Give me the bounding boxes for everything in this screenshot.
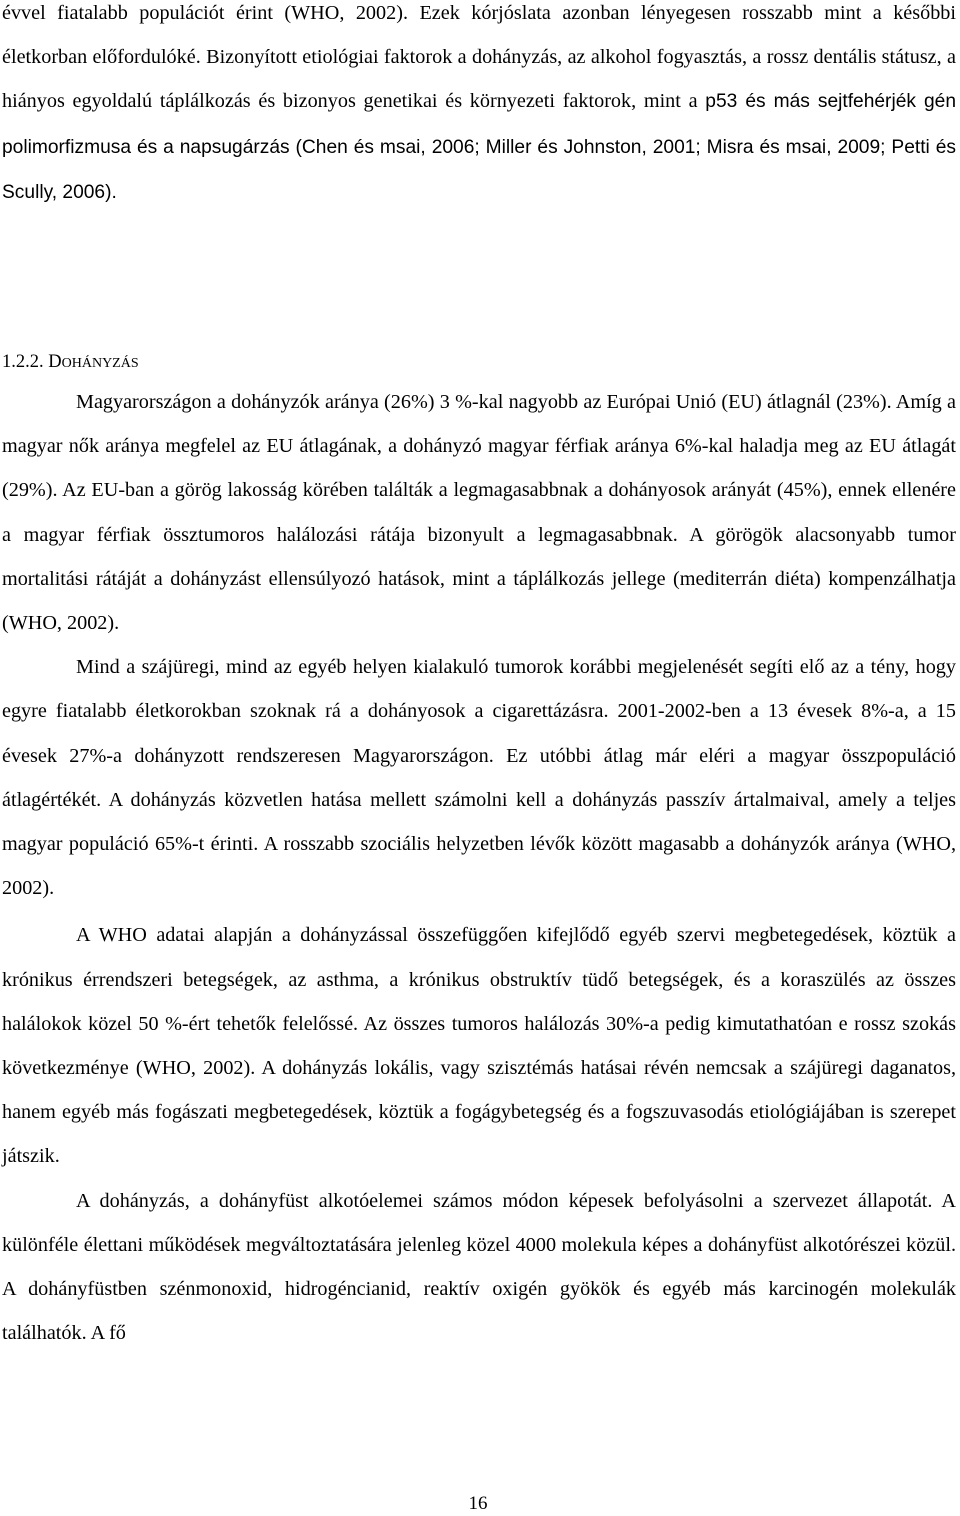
intro-sans-text: p53 és más sejtfehérjék gén polimorfizmusa és a napsugárzás (Chen és msai, 2006; Miller és Johnston, 2001; Misra és msai, 2009; Petti és Scully, 2006). (2, 91, 956, 203)
section-body (2, 380, 956, 1355)
body-paragraph-3: A WHO adatai alapján a dohányzással összefüggően kifejlődő egyéb szervi megbetegedések, köztük a krónikus érrendszeri betegségek, az asthma, a krónikus obstruktív tüdő betegségek, és a koraszülés az összes halálokok közel 50 %-ért tehetők felelőssé. Az összes tumoros halálozás 30%-a pedig kimutathatóan e rossz szokás következménye (WHO, 2002). A dohányzás lokális, vagy szisztémás hatásai révén nemcsak a szájüregi daganatos, hanem egyéb más fogászati megbetegedések, köztük a fogágybetegség és a fogszuvasodás etiológiájában is szerepet játszik. (2, 924, 956, 1168)
page-number: 16 (468, 1493, 488, 1514)
body-paragraph-1: Magyarországon a dohányzók aránya (26%) 3 %-kal nagyobb az Európai Unió (EU) átlagnál (23%). Amíg a magyar nők aránya megfelel az EU átlagának, a dohányzó magyar férfiak aránya 6%-kal haladja meg az EU átlagát (29%). Az EU-ban a görög lakosság körében találták a legmagasabbnak a dohányosok arányát (45%), ennek ellenére a magyar férfiak össztumoros halálozási rátája bizonyult a legmagasabbnak. A görögök alacsonyabb tumor mortalitási rátáját a dohányzást ellensúlyozó hatások, mint a táplálkozás jellege (mediterrán diéta) kompenzálhatja (WHO, 2002). (2, 391, 956, 635)
section-heading (2, 348, 139, 378)
intro-serif-text: évvel fiatalabb populációt érint (WHO, 2002). Ezek kórjóslata azonban lényegesen rosszabb mint a későbbi életkorban előfordulóké. Bizonyított etiológiai faktorok a dohányzás, az alkohol fogyasztás, a rossz dentális státusz, a hiányos egyoldalú táplálkozás és bizonyos genetikai és környezeti faktorok, mint a (2, 2, 956, 113)
intro-paragraph (2, 0, 956, 215)
section-title-initial: D (48, 352, 62, 372)
body-paragraph-4: A dohányzás, a dohányfüst alkotóelemei számos módon képesek befolyásolni a szervezet állapotát. A különféle élettani működések megváltoztatására jelenleg közel 4000 molekula képes a dohányfüst alkotórészei közül. A dohányfüstben szénmonoxid, hidrogéncianid, reaktív oxigén gyökök és egyéb más karcinogén molekulák találhatók. A fő (2, 1189, 956, 1345)
section-title-rest: OHÁNYZÁS (61, 356, 139, 371)
body-paragraph-2: Mind a szájüregi, mind az egyéb helyen kialakuló tumorok korábbi megjelenését segíti elő az a tény, hogy egyre fiatalabb életkorokban szoknak rá a dohányosok a cigarettázásra. 2001-2002-ben a 13 évesek 8%-a, a 15 évesek 27%-a dohányzott rendszeresen Magyarországon. Ez utóbbi átlag már eléri a magyar összpopuláció átlagértékét. A dohányzás közvetlen hatása mellett számolni kell a dohányzás passzív ártalmaival, amely a teljes magyar populáció 65%-t érinti. A rosszabb szociális helyzetben lévők között magasabb a dohányzók aránya (WHO, 2002). (2, 656, 956, 900)
section-number: 1.2.2. (2, 352, 49, 372)
